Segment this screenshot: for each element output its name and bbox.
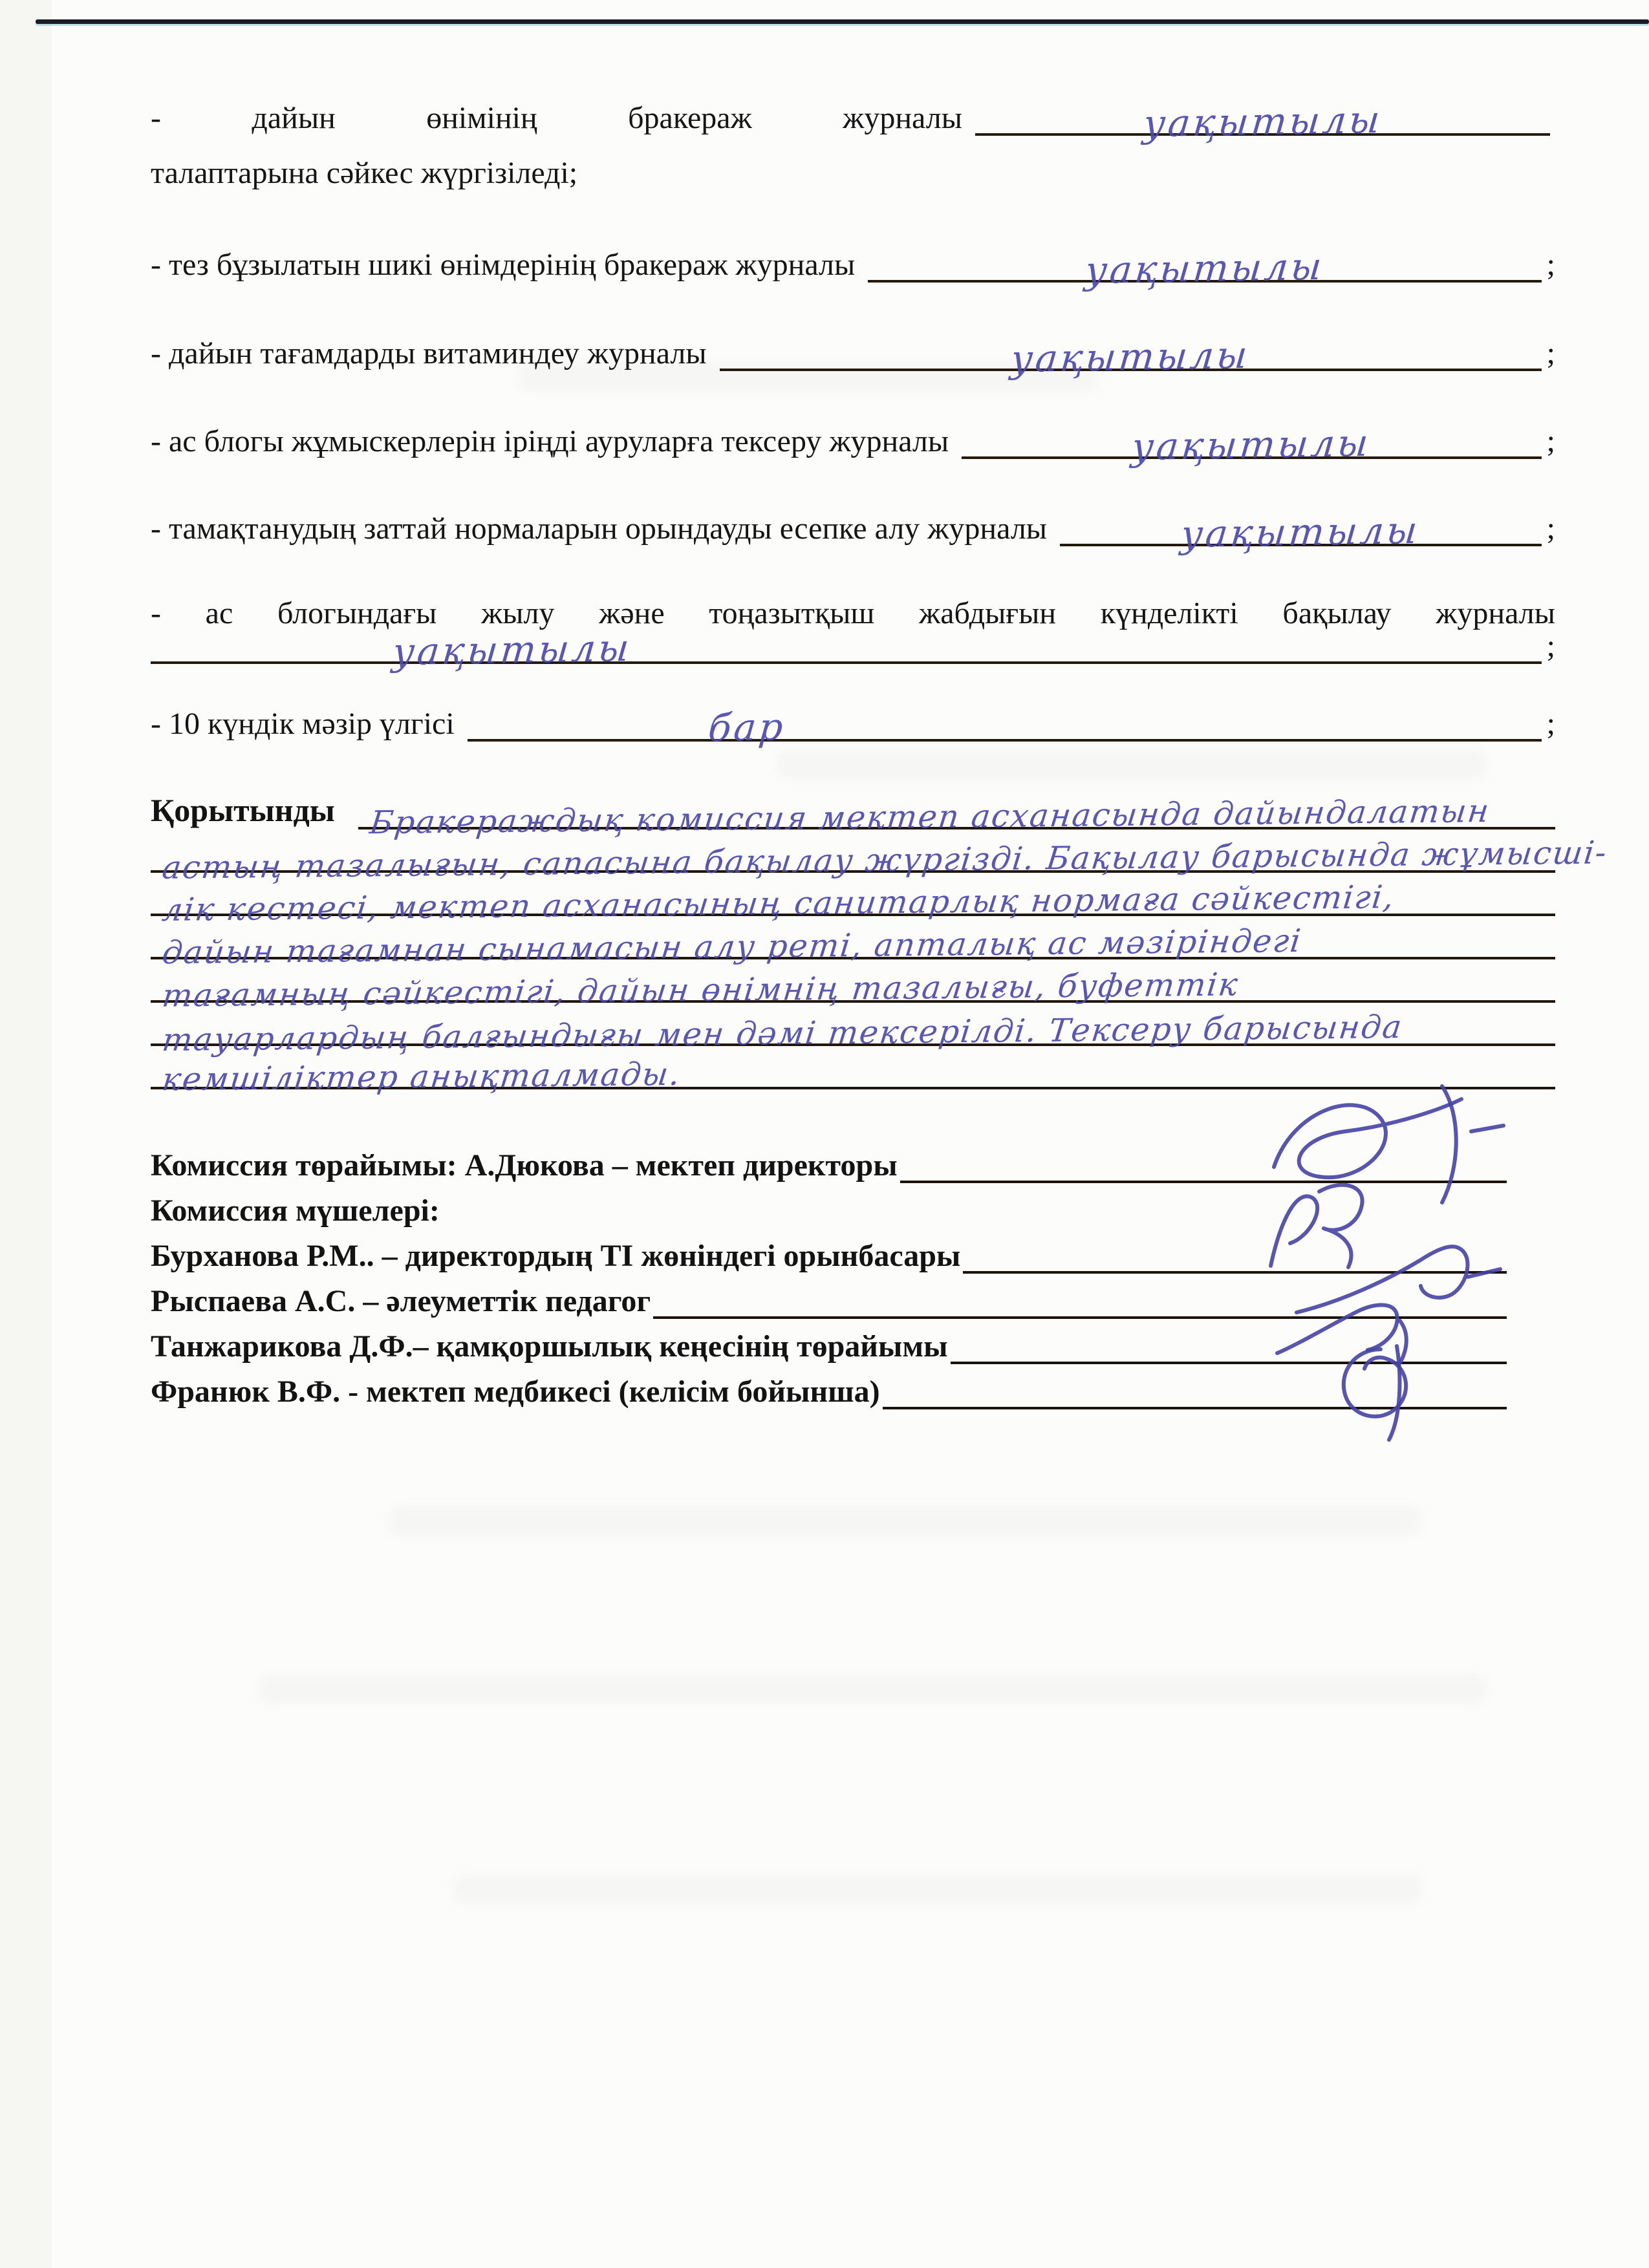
ruled-line bbox=[151, 1046, 1555, 1098]
journal-row-label: - ас блогы жұмыскерлерін іріңді ауруларға тексеру журналы bbox=[151, 424, 949, 458]
commission-member-label: Танжарикова Д.Ф.– қамқоршылық кеңесінің төрайымы bbox=[151, 1329, 948, 1364]
journal-row-vitaminization bbox=[151, 331, 1555, 381]
bleed-through-smudge bbox=[453, 1875, 1423, 1905]
commission-member-label: Рыспаева А.С. – әлеуметтік педагог bbox=[151, 1284, 651, 1318]
ruled-line bbox=[358, 786, 1555, 842]
handwritten-conclusion-text: тағамның сәйкестігі, дайын өнімнің тазалығы, буфеттік bbox=[160, 966, 1241, 1014]
journal-row-equipment-monitoring-label: - ас блогындағы жылу және тоңазытқыш жабдығын күнделікті бақылау журналы bbox=[151, 596, 1555, 630]
fill-in-blank bbox=[1060, 506, 1542, 557]
commission-members-heading-row bbox=[151, 1191, 1507, 1228]
bleed-through-smudge bbox=[776, 750, 1487, 780]
handwritten-entry: уақытылы bbox=[1141, 97, 1384, 146]
journal-row-ten-day-menu bbox=[151, 701, 1555, 751]
journal-row-label bbox=[151, 100, 962, 136]
commission-members-heading: Комиссия мүшелері: bbox=[151, 1193, 440, 1228]
conclusion-section bbox=[151, 786, 1610, 1098]
ruled-line bbox=[151, 916, 1555, 972]
handwritten-conclusion-text: лік кестесі, мектеп асханасының санитарлық нормаға сәйкестігі, bbox=[160, 878, 1397, 929]
typed-text: талаптарына сәйкес жүргізіледі; bbox=[151, 156, 578, 190]
commission-member-row bbox=[151, 1327, 1507, 1364]
fill-in-blank bbox=[975, 96, 1550, 146]
conclusion-heading: Қорытынды bbox=[151, 792, 335, 828]
signature-line bbox=[883, 1372, 1507, 1409]
conclusion-line bbox=[151, 829, 1610, 886]
conclusion-line bbox=[151, 1046, 1555, 1098]
commission-member-label: Франюк В.Ф. - мектеп медбикесі (келісім бойынша) bbox=[151, 1375, 880, 1409]
conclusion-line bbox=[151, 786, 1555, 842]
ruled-line bbox=[151, 873, 1555, 929]
bleed-through-smudge bbox=[388, 1506, 1423, 1536]
ruled-line bbox=[151, 959, 1555, 1014]
fill-in-blank bbox=[868, 242, 1541, 293]
handwritten-entry: бар bbox=[706, 704, 788, 751]
semicolon: ; bbox=[1546, 707, 1555, 741]
fill-in-blank bbox=[468, 701, 1542, 751]
signature-line bbox=[653, 1281, 1507, 1319]
semicolon: ; bbox=[1546, 248, 1555, 282]
handwritten-entry: уақытылы bbox=[1130, 420, 1373, 469]
semicolon: ; bbox=[1546, 424, 1555, 458]
intro-continuation-line bbox=[151, 151, 1555, 191]
word: өнімінің bbox=[426, 101, 537, 135]
commission-member-label: Бурханова Р.М.. – директордың ТІ жөніндегі орынбасары bbox=[151, 1239, 961, 1273]
handwritten-entry: уақытылы bbox=[1083, 244, 1326, 293]
handwritten-entry: уақытылы bbox=[391, 625, 634, 674]
commission-chair-row bbox=[151, 1146, 1507, 1183]
conclusion-line bbox=[151, 1003, 1555, 1059]
commission-member-row bbox=[151, 1281, 1507, 1319]
journal-row-label: - тез бұзылатын шикі өнімдерінің бракераж журналы bbox=[151, 248, 856, 282]
fill-in-blank bbox=[151, 624, 1542, 674]
scan-edge-artifact bbox=[0, 0, 52, 2268]
journal-row-nutrition-norms bbox=[151, 506, 1555, 557]
word: бракераж bbox=[628, 101, 752, 135]
ruled-line bbox=[151, 829, 1610, 886]
signature-line bbox=[963, 1236, 1507, 1274]
journal-row-label: - тамақтанудың заттай нормаларын орындауды есепке алу журналы bbox=[151, 511, 1048, 546]
commission-chair-label: Комиссия төрайымы: А.Дюкова – мектеп директоры bbox=[151, 1148, 898, 1182]
signature-line bbox=[951, 1327, 1507, 1364]
bleed-through-smudge bbox=[259, 1674, 1487, 1704]
handwritten-conclusion-text: Бракераждық комиссия мектеп асханасында дайындалатын bbox=[367, 792, 1492, 842]
signature-line bbox=[900, 1146, 1507, 1183]
journal-row-label: - 10 күндік мәзір үлгісі bbox=[151, 707, 455, 741]
journal-row-perishable-raw bbox=[151, 242, 1555, 293]
commission-member-row bbox=[151, 1236, 1507, 1274]
word: журналы bbox=[843, 101, 962, 135]
semicolon: ; bbox=[1546, 511, 1555, 546]
handwritten-entry: уақытылы bbox=[1179, 508, 1422, 557]
handwritten-conclusion-text: тауарлардың балғындығы мен дәмі тексерілді. Тексеру барысында bbox=[160, 1008, 1405, 1059]
journal-row-staff-health-check bbox=[151, 419, 1555, 469]
conclusion-line bbox=[151, 916, 1555, 972]
handwritten-entry: уақытылы bbox=[1009, 332, 1252, 381]
conclusion-line bbox=[151, 959, 1555, 1014]
scan-artifact-top-line bbox=[36, 19, 1649, 24]
handwritten-conclusion-text: астың тазалығын, сапасына бақылау жүргізді. Бақылау барысында жұмысші- bbox=[160, 834, 1610, 886]
word: дайын bbox=[252, 101, 336, 135]
commission-member-row bbox=[151, 1372, 1507, 1409]
semicolon: ; bbox=[1546, 336, 1555, 370]
handwritten-conclusion-text: дайын тағамнан сынамасын алу реті, апталық ас мәзіріндегі bbox=[160, 922, 1304, 972]
semicolon: ; bbox=[1546, 629, 1555, 663]
ruled-line bbox=[151, 1003, 1555, 1059]
handwritten-conclusion-text: кемшіліктер анықталмады. bbox=[160, 1055, 683, 1098]
fill-in-blank bbox=[720, 331, 1542, 381]
dash-bullet: - bbox=[151, 101, 161, 135]
conclusion-line bbox=[151, 873, 1555, 929]
journal-row-finished-products bbox=[151, 96, 1555, 146]
journal-row-equipment-monitoring-blank bbox=[151, 624, 1555, 674]
fill-in-blank bbox=[962, 419, 1542, 469]
journal-row-label: - дайын тағамдарды витаминдеу журналы bbox=[151, 336, 707, 370]
